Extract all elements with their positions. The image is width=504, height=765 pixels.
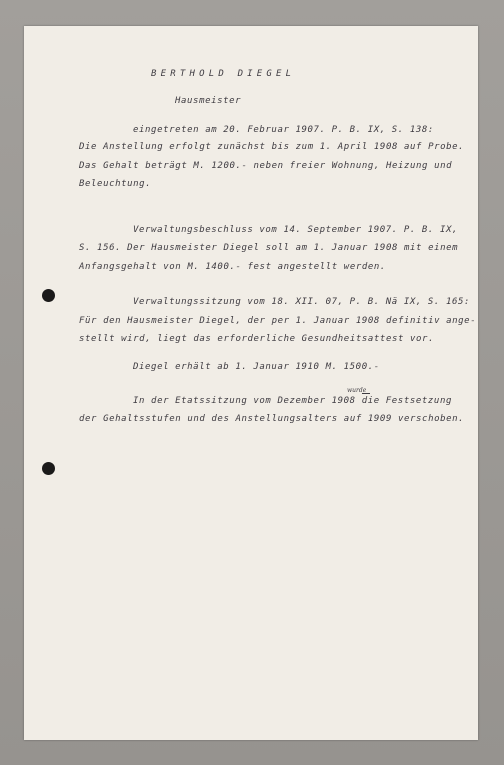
punch-hole-bottom	[42, 462, 55, 475]
paragraph-2-line-2: S. 156. Der Hausmeister Diegel soll am 1. Januar 1908 mit einem	[79, 243, 459, 253]
punch-hole-top	[42, 289, 55, 302]
paragraph-1-line-1: eingetreten am 20. Februar 1907. P. B. IX, S. 138:	[133, 125, 434, 135]
document-subtitle: Hausmeister	[175, 96, 242, 106]
paragraph-3-line-1: Verwaltungssitzung vom 18. XII. 07, P. B. Nä IX, S. 165:	[133, 297, 471, 307]
handwritten-insertion: wurde	[347, 387, 367, 394]
paragraph-2-line-1: Verwaltungsbeschluss vom 14. September 1907. P. B. IX,	[133, 225, 458, 235]
paragraph-1-line-4: Beleuchtung.	[79, 179, 152, 189]
paragraph-2-line-3: Anfangsgehalt von M. 1400.- fest angestellt werden.	[79, 262, 386, 272]
paragraph-3-line-2: Für den Hausmeister Diegel, der per 1. Januar 1908 definitiv ange-	[79, 316, 477, 326]
paragraph-5-line-2: der Gehaltsstufen und des Anstellungsalters auf 1909 verschoben.	[79, 414, 465, 424]
paragraph-1-line-3: Das Gehalt beträgt M. 1200.- neben freier Wohnung, Heizung und	[79, 161, 453, 171]
paragraph-1-line-2: Die Anstellung erfolgt zunächst bis zum 1. April 1908 auf Probe.	[79, 142, 465, 152]
paragraph-5-line-1: In der Etatssitzung vom Dezember 1908 die Festsetzung	[133, 396, 452, 406]
document-title: BERTHOLD DIEGEL	[151, 69, 296, 79]
paragraph-3-line-3: stellt wird, liegt das erforderliche Gesundheitsattest vor.	[79, 334, 435, 344]
paragraph-4-line-1: Diegel erhält ab 1. Januar 1910 M. 1500.-	[133, 362, 380, 372]
